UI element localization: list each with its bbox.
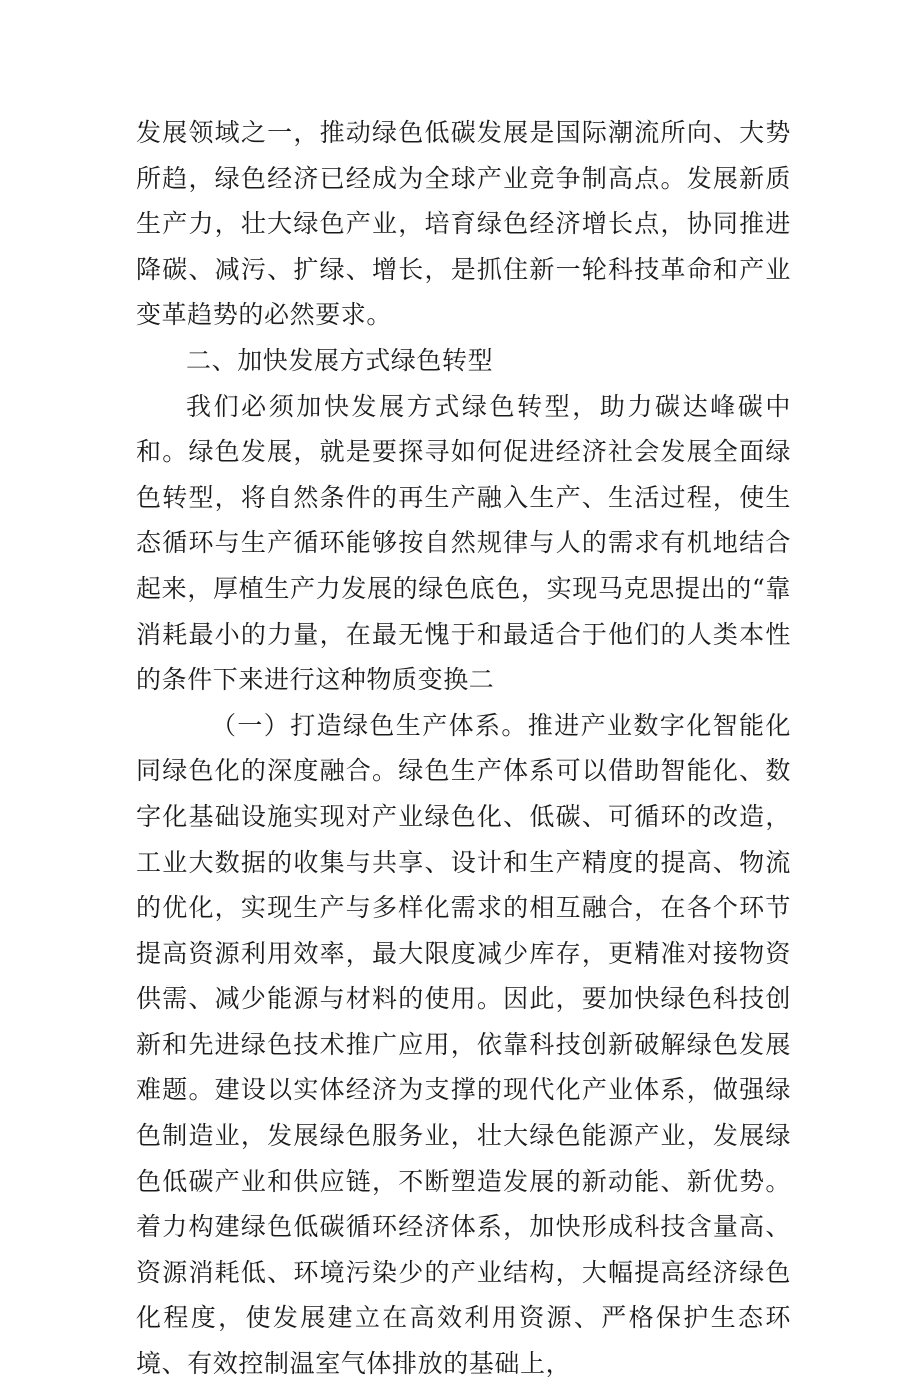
paragraph-continuation: 发展领域之一，推动绿色低碳发展是国际潮流所向、大势所趋，绿色经济已经成为全球产业竞争制高点。发展新质生产力，壮大绿色产业，培育绿色经济增长点，协同推进降碳、减污、扩绿、增长，是抓住新一轮科技革命和产业变革趋势的必然要求。 (136, 118, 791, 330)
paragraph-green-transition: 我们必须加快发展方式绿色转型，助力碳达峰碳中和。绿色发展，就是要探寻如何促进经济社会发展全面绿色转型，将自然条件的再生产融入生产、生活过程，使生态循环与生产循环能够按自然规律与人的需求有机地结合起来，厚植生产力发展的绿色底色，实现马克思提出的“靠消耗最小的力量，在最无愧于和最适合于他们的人类本性的条件下来进行这种物质变换二 (136, 391, 791, 695)
section-heading: 二、加快发展方式绿色转型 (186, 345, 494, 375)
paragraph-green-production-system: （一）打造绿色生产体系。推进产业数字化智能化同绿色化的深度融合。绿色生产体系可以借助智能化、数字化基础设施实现对产业绿色化、低碳、可循环的改造，工业大数据的收集与共享、设计和生产精度的提高、物流的优化，实现生产与多样化需求的相互融合，在各个环节提高资源利用效率，最大限度减少库存，更精准对接物资供需、减少能源与材料的使用。因此，要加快绿色科技创新和先进绿色技术推广应用，依靠科技创新破解绿色发展难题。建设以实体经济为支撑的现代化产业体系，做强绿色制造业，发展绿色服务业，壮大绿色能源产业，发展绿色低碳产业和供应链，不断塑造发展的新动能、新优势。着力构建绿色低碳循环经济体系，加快形成科技含量高、资源消耗低、环境污染少的产业结构，大幅提高经济绿色化程度，使发展建立在高效利用资源、严格保护生态环境、有效控制温室气体排放的基础上， (136, 710, 791, 1379)
body-text (136, 110, 791, 1387)
